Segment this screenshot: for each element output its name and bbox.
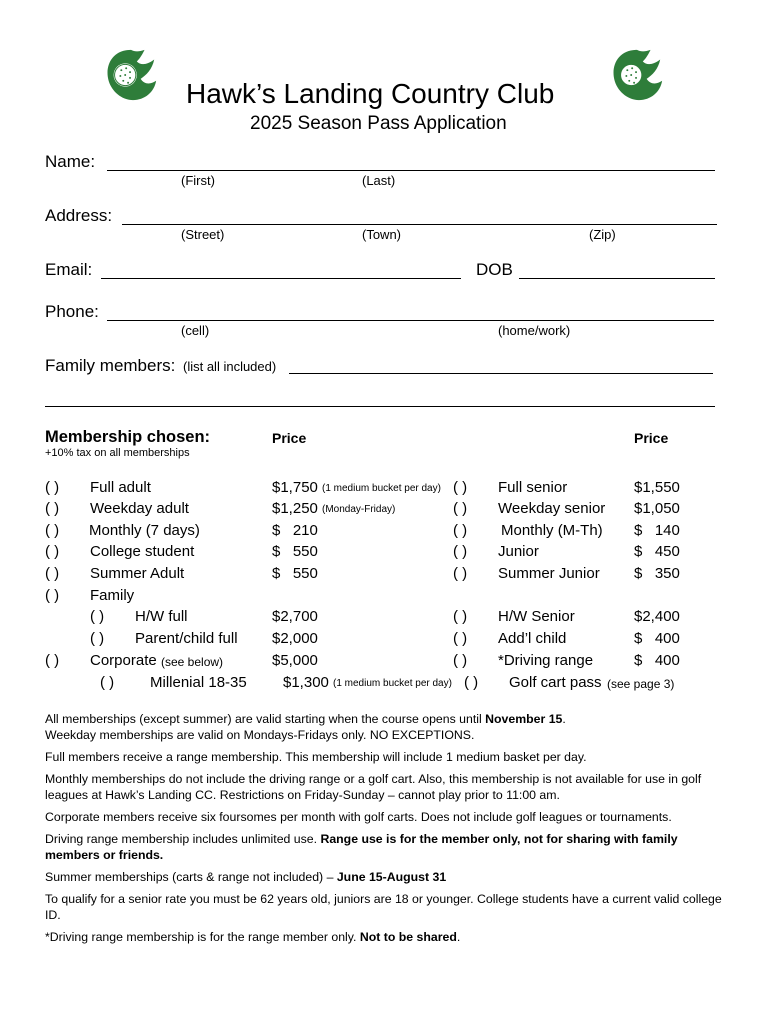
phone-label: Phone: (45, 302, 99, 321)
option-price: $1,750 (272, 479, 318, 496)
option-label: *Driving range (498, 652, 594, 669)
family-members-input[interactable] (289, 373, 713, 374)
price-header-right: Price (634, 430, 669, 446)
option-label: Golf cart pass (509, 674, 602, 691)
checkbox-summer-junior[interactable]: ( ) (453, 565, 468, 582)
checkbox-hw-senior[interactable]: ( ) (453, 608, 468, 625)
checkbox-junior[interactable]: ( ) (453, 543, 468, 560)
address-street-hint: (Street) (181, 227, 225, 242)
email-input[interactable] (101, 278, 461, 279)
phone-home-hint: (home/work) (498, 323, 571, 338)
note-driving-range: Driving range membership includes unlimited use. Range use is for the member only, not for sharing with family members or friends. (45, 832, 678, 862)
option-label: H/W Senior (498, 608, 575, 625)
checkbox-hw-full[interactable]: ( ) (90, 608, 105, 625)
option-label: Monthly (M-Th) (501, 522, 603, 539)
page-subtitle: 2025 Season Pass Application (250, 113, 507, 134)
address-town-hint: (Town) (362, 227, 402, 242)
page-title: Hawk’s Landing Country Club (186, 78, 555, 109)
option-note: (see below) (161, 655, 224, 669)
checkbox-addl-child[interactable]: ( ) (453, 630, 468, 647)
note-validity: All memberships (except summer) are valid starting when the course opens until November 15. Weekday memberships are valid on Mondays-Fridays only. NO EXCEPTIONS. (45, 712, 566, 742)
name-input[interactable] (107, 170, 715, 171)
checkbox-weekday-adult[interactable]: ( ) (45, 500, 60, 517)
club-logo-right-icon (608, 46, 666, 104)
option-label: Junior (498, 543, 539, 560)
option-price: $ 400 (634, 630, 680, 647)
tax-note: +10% tax on all memberships (45, 447, 190, 459)
name-last-hint: (Last) (362, 173, 396, 188)
note-monthly: Monthly memberships do not include the driving range or a golf cart. Also, this membership is not available for use in golf leagues at Hawk’s Landing CC. Restrictions on Friday-Sunday – cannot play prior to 11:00 am. (45, 772, 702, 802)
name-first-hint: (First) (181, 173, 215, 188)
option-price: $1,250 (272, 500, 318, 517)
option-label: College student (90, 543, 195, 560)
checkbox-weekday-senior[interactable]: ( ) (453, 500, 468, 517)
option-label: Full senior (498, 479, 568, 496)
checkbox-monthly-7-days[interactable]: ( ) (45, 522, 60, 539)
checkbox-golf-cart[interactable]: ( ) (464, 674, 479, 691)
option-price: $1,050 (634, 500, 680, 517)
family-members-input-line2[interactable] (45, 406, 715, 407)
option-label: Family (90, 587, 135, 604)
checkbox-full-senior[interactable]: ( ) (453, 479, 468, 496)
checkbox-corporate[interactable]: ( ) (45, 652, 60, 669)
note-range-only: *Driving range membership is for the range member only. Not to be shared. (45, 930, 461, 944)
name-label: Name: (45, 152, 96, 171)
address-label: Address: (45, 206, 113, 225)
option-price: $1,300 (283, 674, 329, 691)
option-price: $2,400 (634, 608, 680, 625)
option-label: Monthly (7 days) (89, 522, 200, 539)
option-label: Weekday senior (498, 500, 606, 517)
address-input[interactable] (122, 224, 717, 225)
option-label: Add’l child (498, 630, 567, 647)
price-header-left: Price (272, 430, 307, 446)
note-summer: Summer memberships (carts & range not included) – June 15-August 31 (45, 870, 447, 884)
checkbox-monthly-m-th[interactable]: ( ) (453, 522, 468, 539)
checkbox-summer-adult[interactable]: ( ) (45, 565, 60, 582)
option-label: Summer Junior (498, 565, 600, 582)
option-label: Full adult (90, 479, 151, 496)
dob-label: DOB (476, 260, 513, 279)
option-price: $2,700 (272, 608, 318, 625)
option-note: (1 medium bucket per day) (333, 678, 452, 689)
option-label: H/W full (135, 608, 188, 625)
address-zip-hint: (Zip) (589, 227, 616, 242)
option-note: (1 medium bucket per day) (322, 483, 441, 494)
note-senior-junior: To qualify for a senior rate you must be 62 years old, juniors are 18 or younger. College students have a current valid college ID. (45, 892, 722, 922)
option-price: $ 350 (634, 565, 680, 582)
family-members-label: Family members: (45, 356, 176, 375)
option-price: $1,550 (634, 479, 680, 496)
phone-input[interactable] (107, 320, 714, 321)
club-logo-left-icon (102, 46, 160, 104)
option-price: $ 550 (272, 565, 318, 582)
option-price: $2,000 (272, 630, 318, 647)
checkbox-driving-range[interactable]: ( ) (453, 652, 468, 669)
checkbox-college-student[interactable]: ( ) (45, 543, 60, 560)
option-label: Parent/child full (135, 630, 238, 647)
option-price: $ 210 (272, 522, 318, 539)
option-label: Millenial 18-35 (150, 674, 247, 691)
phone-cell-hint: (cell) (181, 323, 210, 338)
option-note: (Monday-Friday) (322, 504, 396, 515)
dob-input[interactable] (519, 278, 715, 279)
option-price: $5,000 (272, 652, 318, 669)
option-price: $ 450 (634, 543, 680, 560)
option-label: Summer Adult (90, 565, 185, 582)
family-members-hint: (list all included) (183, 359, 277, 374)
checkbox-parent-child-full[interactable]: ( ) (90, 630, 105, 647)
note-corporate: Corporate members receive six foursomes per month with golf carts. Does not include golf leagues or tournaments. (45, 810, 672, 824)
option-price: $ 550 (272, 543, 318, 560)
option-label: Corporate (90, 652, 157, 669)
membership-heading: Membership chosen: (45, 428, 211, 446)
email-label: Email: (45, 260, 93, 279)
option-price: $ 400 (634, 652, 680, 669)
checkbox-millenial[interactable]: ( ) (100, 674, 115, 691)
option-price: $ 140 (634, 522, 680, 539)
option-note: (see page 3) (607, 677, 675, 691)
note-full-members: Full members receive a range membership. This membership will include 1 medium basket per day. (45, 750, 587, 764)
checkbox-family[interactable]: ( ) (45, 587, 60, 604)
checkbox-full-adult[interactable]: ( ) (45, 479, 60, 496)
option-label: Weekday adult (90, 500, 189, 517)
